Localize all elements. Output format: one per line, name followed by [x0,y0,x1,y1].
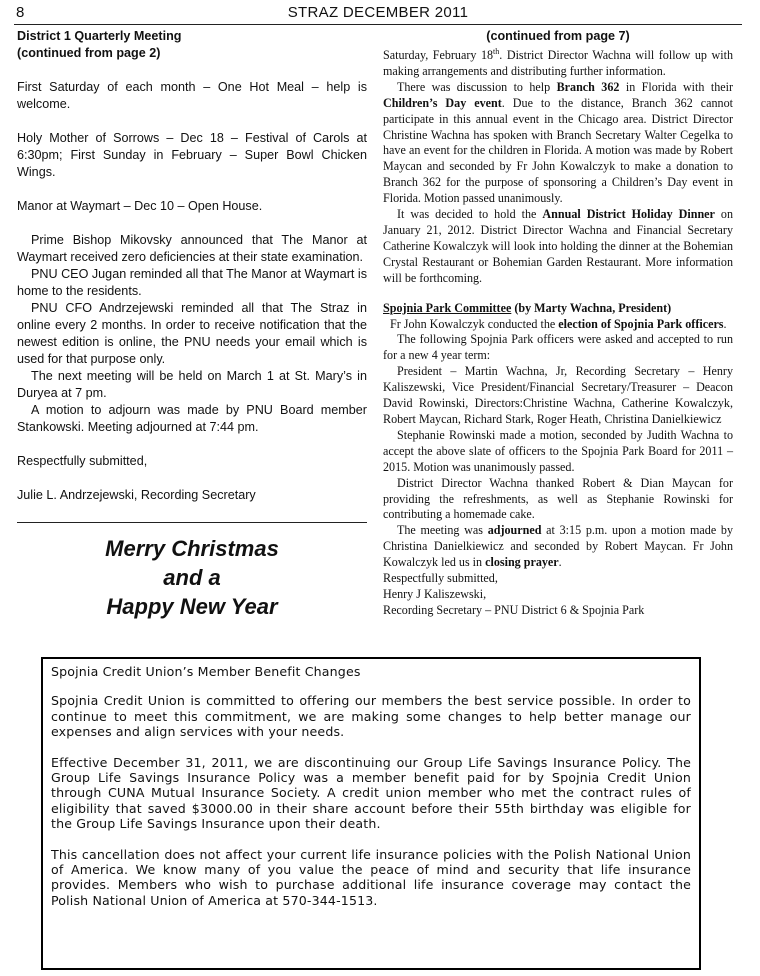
greeting-line: Happy New Year [106,594,278,619]
paragraph: The meeting was adjourned at 3:15 p.m. upon a motion made by Christina Danielkiewicz and seconded by Robert Maycan. Fr John Kowalczyk led us in closing prayer. [383,523,733,570]
paragraph: Manor at Waymart – Dec 10 – Open House. [17,199,263,213]
paragraph: Prime Bishop Mikovsky announced that The Manor at Waymart received zero deficiencies at their state examination. [17,233,367,264]
paragraph: Saturday, February 18th. District Director Wachna will follow up with making arrangements and distributing further information. [383,47,733,78]
credit-union-notice-box [41,657,701,970]
paragraph: The next meeting will be held on March 1 at St. Mary’s in Duryea at 7 pm. [17,369,367,400]
paragraph: Holy Mother of Sorrows – Dec 18 – Festival of Carols at 6:30pm; First Sunday in February – Super Bowl Chicken Wings. [17,131,367,179]
notice-paragraph: Spojnia Credit Union is committed to offering our members the best service possible. In order to continue to meet this commitment, we are making some changes to help better manage our expenses and align services with your needs. [51,693,691,740]
signature: Julie L. Andrzejewski, Recording Secretary [17,488,256,502]
notice-paragraph: This cancellation does not affect your current life insurance policies with the Polish National Union of America. We know many of you value the peace of mind and security that life insurance provides. Members who wish to purchase additional life insurance coverage may contact the Polish National Union of America at 570-344-1513. [51,846,691,908]
greeting-line: Merry Christmas [105,536,279,561]
continued-label: (continued from page 7) [486,29,630,43]
signature-title: Recording Secretary – PNU District 6 & Spojnia Park [383,602,645,617]
paragraph: Stephanie Rowinski made a motion, seconded by Judith Wachna to accept the above slate of officers to the Spojnia Park Board for 2011 – 2015. Motion was unanimously passed. [383,427,733,474]
paragraph: First Saturday of each month – One Hot Meal – help is welcome. [17,80,367,111]
section-heading [383,301,733,317]
section-title: District 1 Quarterly Meeting [17,29,182,43]
notice-paragraph: Effective December 31, 2011, we are discontinuing our Group Life Savings Insurance Policy. The Group Life Savings Insurance Policy was a member benefit paid for by Spojnia Credit Union through CUNA Mutual Insurance Society. A credit union member who met the contract rules of eligibility that saved $3000.00 in their share account before their 55th birthday was eligible for the Group Life Savings Insurance upon their death. [51,754,691,832]
signature-name: Henry J Kaliszewski, [383,586,487,601]
paragraph: Fr John Kowalczyk conducted the election of Spojnia Park officers. [390,316,727,331]
paragraph: President – Martin Wachna, Jr, Recording Secretary – Henry Kaliszewski, Vice President/Financial Secretary/Treasurer – Deacon David Rowinski, Directors:Christine Wachna, Catherine Kowalczyk, Robert Maycan, Richard Stark, Roger Heath, Christina Danielkiewicz [383,364,733,426]
page-header [14,4,742,25]
signoff: Respectfully submitted, [17,454,148,468]
section-subtitle: (continued from page 2) [17,46,161,60]
paragraph: A motion to adjourn was made by PNU Board member Stankowski. Meeting adjourned at 7:44 pm. [17,403,367,434]
divider [17,522,367,523]
paragraph: PNU CFO Andrzejewski reminded all that The Straz in online every 2 months. In order to receive notification that the newest edition is online, the PNU needs your email which is used for that purpose only. [17,301,367,366]
paragraph: District Director Wachna thanked Robert & Dian Maycan for providing the refreshments, as well as Stephanie Rowinski for contributing a homemade cake. [383,475,733,522]
notice-title: Spojnia Credit Union’s Member Benefit Changes [51,664,361,679]
signoff: Respectfully submitted, [383,571,498,586]
right-column [383,28,733,619]
holiday-greeting [17,534,367,621]
left-column [17,28,367,504]
paragraph: The following Spojnia Park officers were asked and accepted to run for a new 4 year term: [383,332,733,363]
paragraph: PNU CEO Jugan reminded all that The Manor at Waymart is home to the residents. [17,267,367,298]
section-title: Spojnia Park Committee [383,300,512,315]
paragraph: It was decided to hold the Annual District Holiday Dinner on January 21, 2012. District Director Wachna and Financial Secretary Catherine Kowalczyk will look into holding the dinner at the Bohemian Crystal Restaurant or Bohemian Garden Restaurant. More information will be forthcoming. [383,207,734,285]
greeting-line: and a [163,565,221,590]
publication-title: STRAZ DECEMBER 2011 [287,4,469,21]
paragraph: There was discussion to help Branch 362 in Florida with their Children’s Day event. Due to the distance, Branch 362 cannot participate in this annual event in the Chicago area. District Director Christine Wachna has spoken with Branch Secretary Walter Cegelka to have an event for the children in Florida. A motion was made by Robert Maycan and seconded by Fr John Kowalczyk to make a donation to Branch 362 for the purpose of sponsoring a Children’s Day event in Florida. Motion passed unanimously. [383,79,734,206]
section-byline: (by Marty Wachna, President) [514,300,672,315]
page-number: 8 [16,4,25,21]
